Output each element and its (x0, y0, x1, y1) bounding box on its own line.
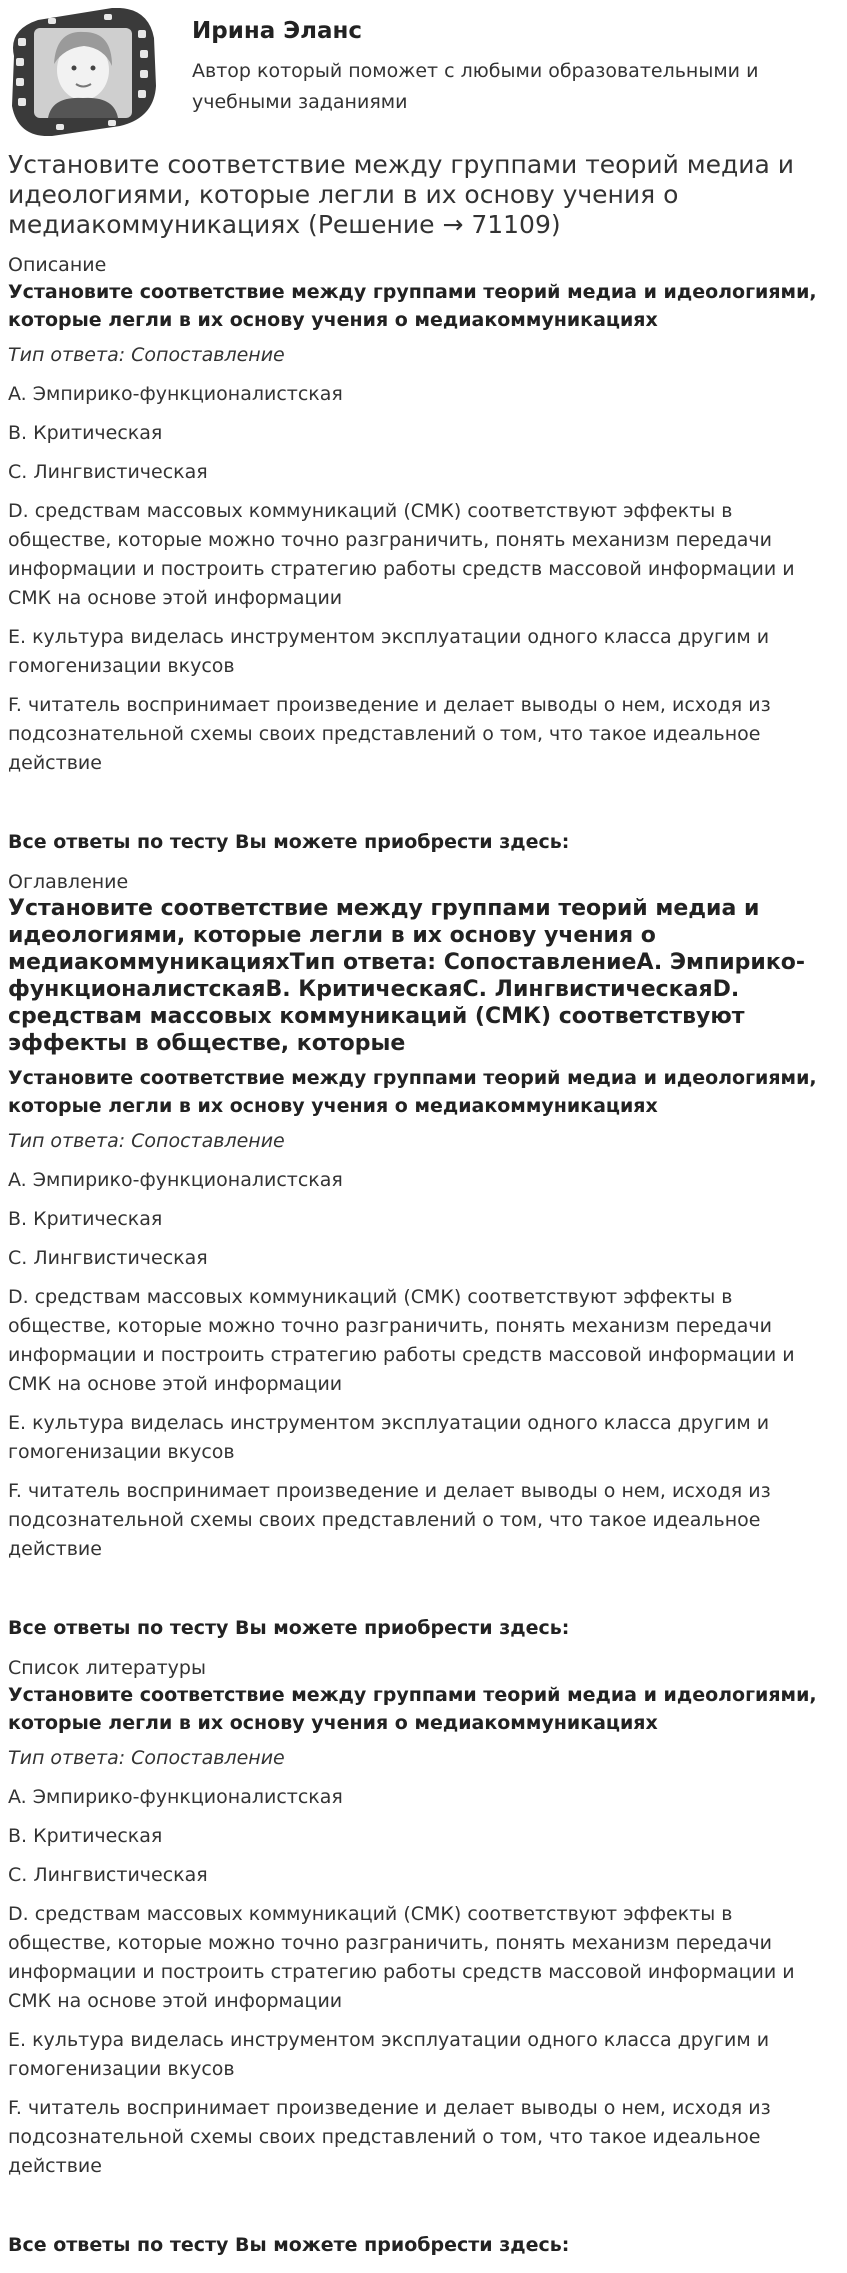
answer-type: Тип ответа: Сопоставление (8, 1747, 285, 1769)
option-f: F. читатель воспринимает произведение и делает выводы о нем, исходя из подсознательной схемы своих представлений о том, что такое идеальное действие (8, 694, 771, 774)
option-d: D. средствам массовых коммуникаций (СМК) соответствуют эффекты в обществе, которые можно точно разграничить, понять механизм передачи информации и построить стратегию работы средств массовой информации и СМК на основе этой информации (8, 1903, 795, 2012)
option-b: B. Критическая (8, 1208, 163, 1230)
option-c: C. Лингвистическая (8, 1864, 208, 1886)
option-e: E. культура виделась инструментом эксплуатации одного класса другим и гомогенизации вкусов (8, 626, 770, 677)
option-e: E. культура виделась инструментом эксплуатации одного класса другим и гомогенизации вкусов (8, 2029, 770, 2080)
option-c: C. Лингвистическая (8, 1247, 208, 1269)
contents-section (8, 870, 828, 1642)
question-text: Установите соответствие между группами теорий медиа и идеологиями, которые легли в их основу учения о медиакоммуникациях (8, 281, 817, 331)
option-c: C. Лингвистическая (8, 461, 208, 483)
author-name[interactable]: Ирина Эланс (192, 18, 363, 44)
question-text: Установите соответствие между группами теорий медиа и идеологиями, которые легли в их основу учения о медиакоммуникациях (8, 1067, 817, 1117)
author-description: Автор который поможет с любыми образовательными и учебными заданиями (192, 60, 759, 113)
author-avatar[interactable] (8, 8, 156, 136)
option-d: D. средствам массовых коммуникаций (СМК) соответствуют эффекты в обществе, которые можно точно разграничить, понять механизм передачи информации и построить стратегию работы средств массовой информации и СМК на основе этой информации (8, 1286, 795, 1395)
page-title: Установите соответствие между группами теорий медиа и идеологиями, которые легли в их основу учения о медиакоммуникациях (Решение → 71109) (8, 150, 795, 239)
literature-label: Список литературы (8, 1657, 206, 1679)
buy-answers-text: Все ответы по тесту Вы можете приобрести здесь: (8, 1617, 570, 1639)
option-b: B. Критическая (8, 1825, 163, 1847)
description-section (8, 253, 828, 856)
question-text: Установите соответствие между группами теорий медиа и идеологиями, которые легли в их основу учения о медиакоммуникациях (8, 1684, 817, 1734)
buy-answers-text: Все ответы по тесту Вы можете приобрести здесь: (8, 2234, 570, 2256)
author-card (8, 8, 838, 138)
option-b: B. Критическая (8, 422, 163, 444)
option-a: A. Эмпирико-функционалистская (8, 1786, 343, 1808)
buy-answers-text: Все ответы по тесту Вы можете приобрести здесь: (8, 831, 570, 853)
option-e: E. культура виделась инструментом эксплуатации одного класса другим и гомогенизации вкусов (8, 1412, 770, 1463)
main-content (8, 150, 828, 2273)
option-a: A. Эмпирико-функционалистская (8, 1169, 343, 1191)
contents-heading: Установите соответствие между группами теорий медиа и идеологиями, которые легли в их основу учения о медиакоммуникацияхТип ответа: СопоставлениеA. Эмпирико-функционалистскаяB. КритическаяC. ЛингвистическаяD. средствам массовых коммуникаций (СМК) соответствуют эффекты в обществе, которые (8, 896, 805, 1056)
contents-label: Оглавление (8, 871, 129, 893)
answer-type: Тип ответа: Сопоставление (8, 1130, 285, 1152)
description-label: Описание (8, 254, 107, 276)
literature-section (8, 1656, 828, 2259)
answer-type: Тип ответа: Сопоставление (8, 344, 285, 366)
option-f: F. читатель воспринимает произведение и делает выводы о нем, исходя из подсознательной схемы своих представлений о том, что такое идеальное действие (8, 1480, 771, 1560)
option-d: D. средствам массовых коммуникаций (СМК) соответствуют эффекты в обществе, которые можно точно разграничить, понять механизм передачи информации и построить стратегию работы средств массовой информации и СМК на основе этой информации (8, 500, 795, 609)
option-f: F. читатель воспринимает произведение и делает выводы о нем, исходя из подсознательной схемы своих представлений о том, что такое идеальное действие (8, 2097, 771, 2177)
option-a: A. Эмпирико-функционалистская (8, 383, 343, 405)
